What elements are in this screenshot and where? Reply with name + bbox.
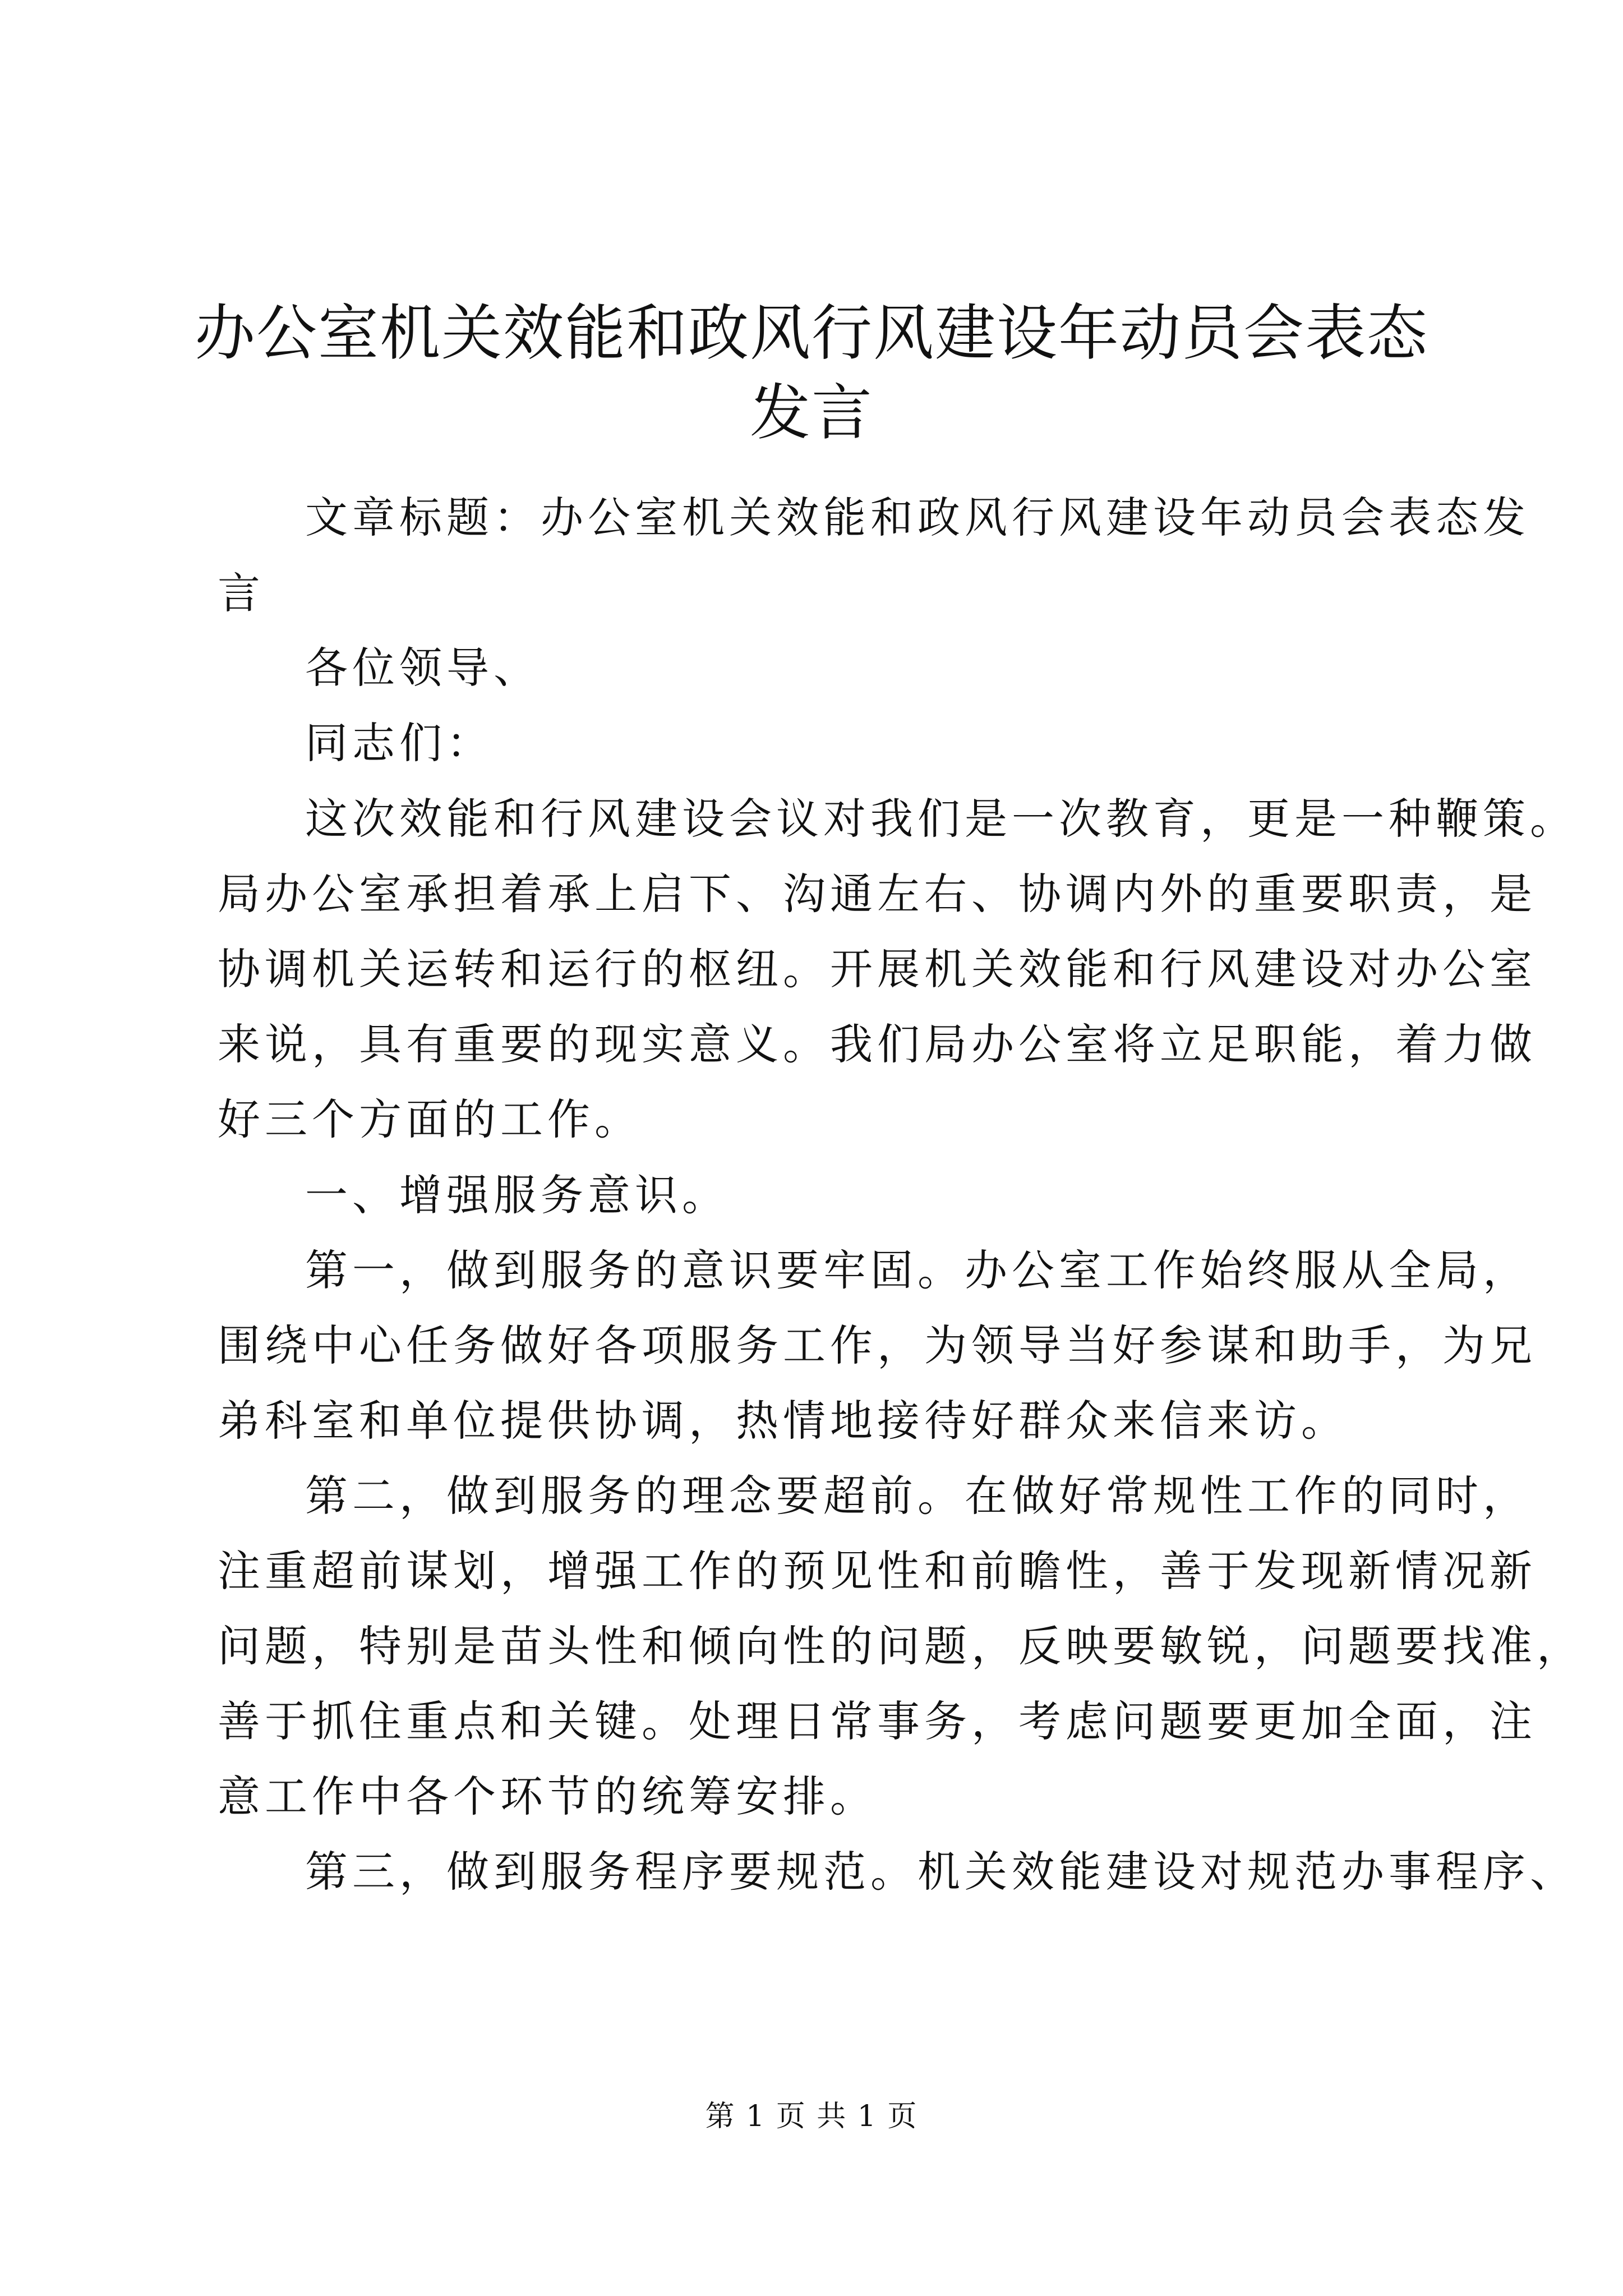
body-text-line: 围绕中心任务做好各项服务工作，为领导当好参谋和助手，为兄 (218, 1320, 1537, 1370)
body-text-line: 第二，做到服务的理念要超前。在做好常规性工作的同时， (305, 1471, 1530, 1521)
body-text-line: 这次效能和行风建设会议对我们是一次教育，更是一种鞭策。 (305, 794, 1577, 844)
body-text-line: 来说，具有重要的现实意义。我们局办公室将立足职能，着力做 (218, 1019, 1537, 1069)
body-text-line: 第三，做到服务程序要规范。机关效能建设对规范办事程序、 (305, 1847, 1577, 1897)
article-title-line: 文章标题：办公室机关效能和政风行风建设年动员会表态发 (305, 493, 1530, 542)
body-text-line: 问题，特别是苗头性和倾向性的问题，反映要敏锐，问题要找准， (218, 1621, 1584, 1671)
body-text-line: 局办公室承担着承上启下、沟通左右、协调内外的重要职责，是 (218, 869, 1537, 919)
body-text-line: 好三个方面的工作。 (218, 1094, 642, 1144)
document-title-line-1: 办公室机关效能和政风行风建设年动员会表态 (194, 298, 1428, 369)
salutation-leaders: 各位领导、 (305, 643, 541, 693)
page-footer: 第 1 页 共 1 页 (705, 2100, 918, 2133)
body-text-line: 弟科室和单位提供协调，热情地接待好群众来信来访。 (218, 1396, 1348, 1446)
body-text-line: 意工作中各个环节的统筹安排。 (218, 1772, 877, 1821)
body-text-line: 协调机关运转和运行的枢纽。开展机关效能和行风建设对办公室 (218, 944, 1537, 994)
document-title-line-2: 发言 (749, 378, 873, 448)
body-text-line: 第一，做到服务的意识要牢固。办公室工作始终服从全局， (305, 1245, 1530, 1295)
body-text-line: 注重超前谋划，增强工作的预见性和前瞻性，善于发现新情况新 (218, 1546, 1537, 1596)
body-text-line: 善于抓住重点和关键。处理日常事务，考虑问题要更加全面，注 (218, 1696, 1537, 1746)
salutation-comrades: 同志们： (305, 718, 494, 768)
section-heading: 一、增强服务意识。 (305, 1170, 729, 1220)
article-title-line-continued: 言 (218, 568, 265, 618)
